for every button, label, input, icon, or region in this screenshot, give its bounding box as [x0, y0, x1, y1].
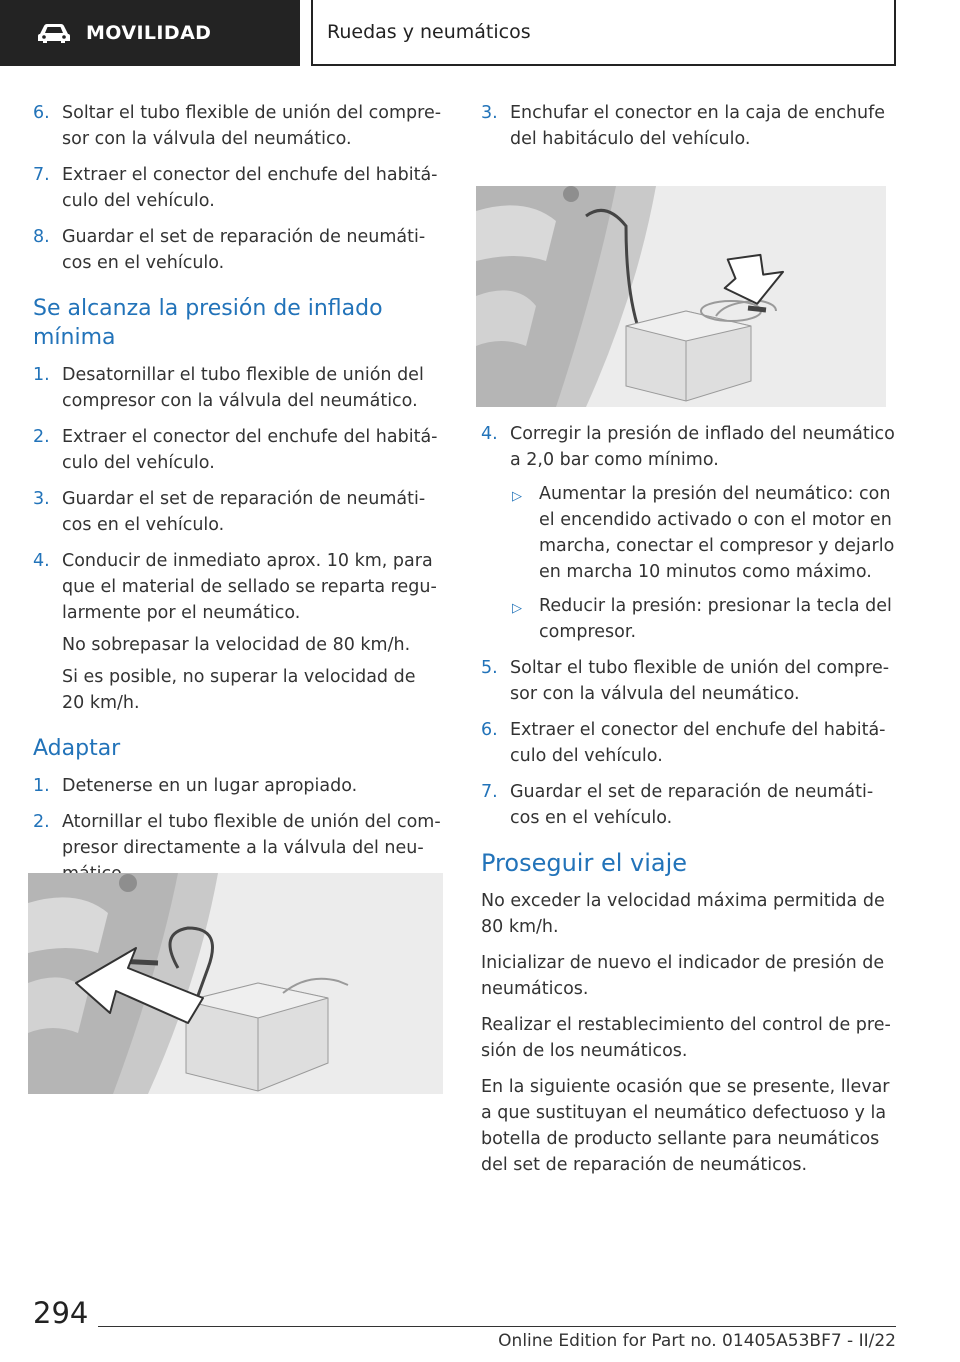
paragraph: En la siguiente ocasión que se presente, llevar a que sustituyan el neumático defectuoso y la botella de producto sellante para neumáticos del set de reparación de neumáticos.: [481, 1077, 890, 1175]
heading-adapt: Adaptar: [33, 736, 121, 761]
footer-divider: [98, 1326, 896, 1327]
page-number: 294: [33, 1296, 89, 1330]
paragraph: Inicializar de nuevo el indicador de presión de neumáticos.: [481, 953, 885, 999]
left-column: [33, 100, 443, 897]
list-item: [481, 655, 896, 707]
section-tab: [0, 0, 300, 66]
step-text: Soltar el tubo flexible de unión del compre‐ sor con la válvula del neumático.: [510, 658, 890, 704]
triangle-bullet-icon: ▷: [512, 601, 522, 616]
right-column: [481, 100, 896, 1188]
step-number: 3.: [481, 103, 498, 123]
list-item: [33, 486, 443, 538]
step-number: 4.: [481, 424, 498, 444]
step-number: 6.: [33, 103, 50, 123]
step-note: No sobrepasar la velocidad de 80 km/h.: [62, 635, 411, 655]
step-text: Guardar el set de reparación de neumáti‐ cos en el vehículo.: [510, 782, 874, 828]
step-number: 1.: [33, 776, 50, 796]
step-number: 4.: [33, 551, 50, 571]
list-item: [33, 100, 443, 152]
list-item: [33, 162, 443, 214]
step-number: 5.: [481, 658, 498, 678]
step-text: Corregir la presión de inflado del neumático a 2,0 bar como mínimo.: [510, 424, 895, 470]
list-item: [33, 224, 443, 276]
illustration-compressor-plug: [476, 186, 886, 407]
car-icon: [36, 21, 72, 45]
step-note: Si es posible, no superar la velocidad de 20 km/h.: [62, 667, 416, 713]
list-item: [481, 421, 896, 645]
step-text: Conducir de inmediato aprox. 10 km, para que el material de sellado se reparta regu‐ larmente por el neumático.: [62, 551, 437, 623]
figure-plug-into-socket: [476, 186, 886, 407]
list-item: [33, 773, 443, 799]
bullet-item: [510, 481, 896, 585]
illustration-tire-compressor: [28, 873, 443, 1094]
step-text: Enchufar el conector en la caja de enchufe del habitáculo del vehículo.: [510, 103, 886, 149]
step-text: Detenerse en un lugar apropiado.: [62, 776, 358, 796]
triangle-bullet-icon: ▷: [512, 489, 522, 504]
list-item: [33, 424, 443, 476]
step-number: 7.: [481, 782, 498, 802]
chapter-title: Ruedas y neumáticos: [327, 21, 531, 43]
section-title: MOVILIDAD: [86, 22, 212, 44]
step-text: Extraer el conector del enchufe del habitá‐ culo del vehículo.: [510, 720, 886, 766]
step-number: 3.: [33, 489, 50, 509]
bullet-item: [510, 593, 896, 645]
step-number: 2.: [33, 427, 50, 447]
page-header: [0, 0, 960, 66]
step-number: 1.: [33, 365, 50, 385]
list-item: [481, 717, 896, 769]
heading-minimum-pressure: Se alcanza la presión de inflado mínima: [33, 296, 383, 350]
step-text: Soltar el tubo flexible de unión del compre‐ sor con la válvula del neumático.: [62, 103, 442, 149]
step-text: Desatornillar el tubo flexible de unión del compresor con la válvula del neumático.: [62, 365, 424, 411]
list-item: [33, 362, 443, 414]
list-item: [481, 100, 896, 152]
step-text: Atornillar el tubo flexible de unión del com‐ presor directamente a la válvula del neu‐: [62, 812, 441, 858]
heading-continue-driving: Proseguir el viaje: [481, 849, 688, 877]
step-number: 2.: [33, 812, 50, 832]
step-text: Guardar el set de reparación de neumáti‐ cos en el vehículo.: [62, 489, 426, 535]
footer-edition: Online Edition for Part no. 01405A53BF7 - II/22: [498, 1331, 896, 1351]
list-item: [33, 548, 443, 716]
step-text: Extraer el conector del enchufe del habitá‐ culo del vehículo.: [62, 165, 438, 211]
paragraph: Realizar el restablecimiento del control de pre‐ sión de los neumáticos.: [481, 1015, 891, 1061]
step-number: 7.: [33, 165, 50, 185]
list-item: [481, 779, 896, 831]
step-number: 8.: [33, 227, 50, 247]
bullet-text: Reducir la presión: presionar la tecla del compresor.: [539, 596, 892, 642]
chapter-box: [311, 0, 896, 66]
bullet-text: Aumentar la presión del neumático: con el encendido activado o con el motor en marcha, conectar el compresor y dejarlo en marcha 10 minutos como máximo.: [539, 484, 895, 582]
paragraph: No exceder la velocidad máxima permitida de 80 km/h.: [481, 891, 885, 937]
figure-compressor-on-valve: [28, 873, 443, 1094]
step-number: 6.: [481, 720, 498, 740]
step-text: Guardar el set de reparación de neumáti‐ cos en el vehículo.: [62, 227, 426, 273]
step-text: Extraer el conector del enchufe del habitá‐ culo del vehículo.: [62, 427, 438, 473]
